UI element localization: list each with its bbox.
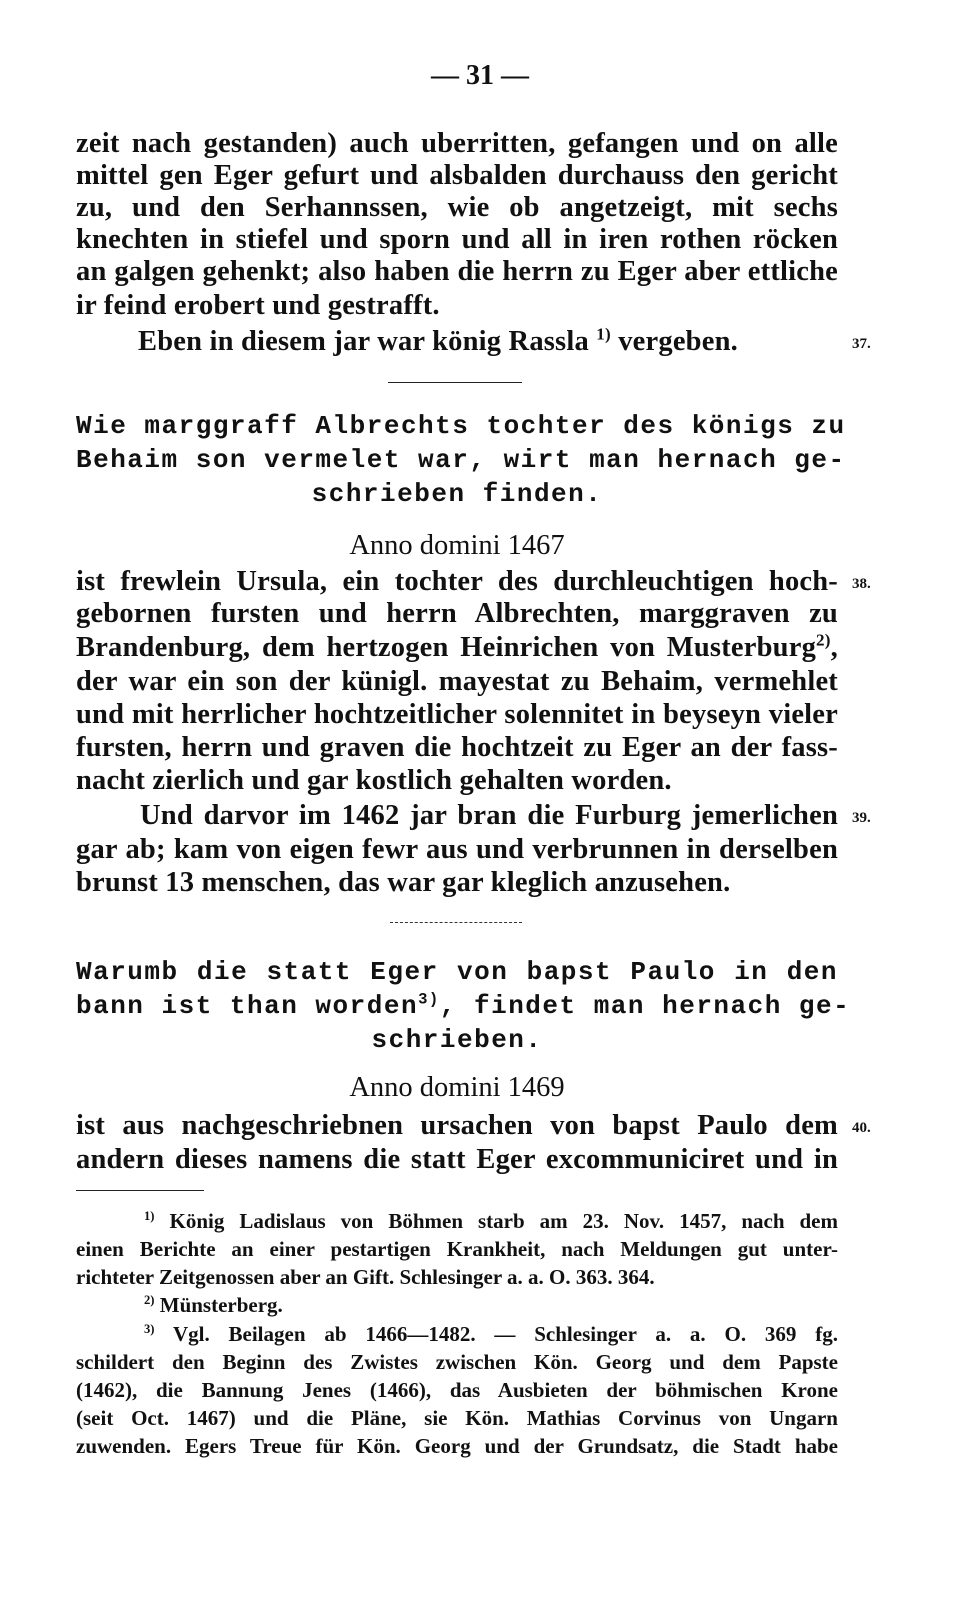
footnote-ref: 3) bbox=[418, 990, 440, 1009]
text-line: gebornen fursten und herrn Albrechten, marggraven zu bbox=[76, 598, 838, 629]
section-heading-line: Warumb die statt Eger von bapst Paulo in den bbox=[76, 957, 838, 987]
text-line: an galgen gehenkt; also haben die herrn zu Eger aber ettliche bbox=[76, 256, 838, 287]
section-divider bbox=[388, 382, 522, 383]
text-line: und mit herrlicher hochtzeitlicher solennitet in beyseyn vieler bbox=[76, 699, 838, 730]
text-segment: König Ladislaus von Böhmen starb am 23. Nov. 1457, nach dem bbox=[154, 1209, 838, 1233]
text-line: fursten, herrn und graven die hochtzeit zu Eger an der fass- bbox=[76, 732, 838, 763]
text-segment: Eben in diesem jar war könig Rassla bbox=[138, 326, 589, 357]
text-line: ist frewlein Ursula, ein tochter des durchleuchtigen hoch- bbox=[76, 566, 838, 597]
text-segment: vergeben. bbox=[618, 326, 738, 357]
text-line: zu, und den Serhannssen, wie ob angetzeigt, mit sechs bbox=[76, 192, 838, 223]
footnote-line: (1462), die Bannung Jenes (1466), das Ausbieten der böhmischen Krone bbox=[76, 1378, 838, 1402]
footnote-line: (seit Oct. 1467) und die Pläne, sie Kön. Mathias Corvinus von Ungarn bbox=[76, 1406, 838, 1430]
text-line: andern dieses namens die statt Eger excommuniciret und in bbox=[76, 1144, 838, 1175]
text-line: gar ab; kam von eigen fewr aus und verbrunnen in derselben bbox=[76, 834, 838, 865]
section-heading-line: Wie marggraff Albrechts tochter des königs zu bbox=[76, 411, 846, 441]
text-segment: , bbox=[830, 632, 838, 663]
section-heading-line bbox=[76, 990, 851, 1022]
text-segment: Münsterberg. bbox=[154, 1293, 283, 1317]
footnote-line: richteter Zeitgenossen aber an Gift. Schlesinger a. a. O. 363. 364. bbox=[76, 1265, 655, 1289]
anno-heading: Anno domini 1467 bbox=[349, 530, 565, 561]
margin-number: 38. bbox=[852, 576, 871, 592]
text-line: nacht zierlich und gar kostlich gehalten worden. bbox=[76, 765, 672, 796]
page-number: — 31 — bbox=[431, 60, 529, 91]
footnote-divider bbox=[76, 1190, 204, 1191]
footnote-line bbox=[144, 1207, 838, 1235]
section-heading-line: schrieben finden. bbox=[311, 479, 603, 509]
text-segment: Brandenburg, dem hertzogen Heinrichen von Musterburg bbox=[76, 632, 817, 663]
text-line: zeit nach gestanden) auch uberritten, gefangen und on alle bbox=[76, 128, 838, 159]
footnote-line bbox=[144, 1291, 838, 1319]
text-line: der war ein son der künigl. mayestat zu Behaim, vermehlet bbox=[76, 666, 838, 697]
text-line: Und darvor im 1462 jar bran die Furburg jemerlichen bbox=[140, 800, 838, 831]
section-heading-line: Behaim son vermelet war, wirt man hernach ge- bbox=[76, 445, 846, 475]
footnote-line: schildert den Beginn des Zwistes zwischen Kön. Georg und dem Papste bbox=[76, 1350, 838, 1374]
footnote-ref: 2) bbox=[816, 630, 831, 650]
text-line: brunst 13 menschen, das war gar kleglich anzusehen. bbox=[76, 867, 731, 898]
footnote-marker: 1) bbox=[144, 1209, 155, 1223]
section-heading-line: schrieben. bbox=[371, 1025, 543, 1055]
text-line: knechten in stiefel und sporn und all in iren rothen röcken bbox=[76, 224, 838, 255]
text-line: ist aus nachgeschriebnen ursachen von bapst Paulo dem bbox=[76, 1110, 838, 1141]
anno-heading: Anno domini 1469 bbox=[349, 1072, 565, 1103]
text-line bbox=[138, 326, 838, 358]
margin-number: 39. bbox=[852, 810, 871, 826]
text-line: ir feind erobert und gestrafft. bbox=[76, 290, 440, 321]
footnote-ref: 1) bbox=[596, 324, 611, 344]
footnote-marker: 2) bbox=[144, 1293, 155, 1307]
margin-number: 37. bbox=[852, 336, 871, 352]
footnote-line: einen Berichte an einer pestartigen Krankheit, nach Meldungen gut unter- bbox=[76, 1237, 838, 1261]
footnote-line bbox=[144, 1320, 838, 1348]
margin-number: 40. bbox=[852, 1120, 871, 1136]
footnote-line: zuwenden. Egers Treue für Kön. Georg und der Grundsatz, die Stadt habe bbox=[76, 1434, 838, 1458]
section-divider bbox=[390, 922, 522, 923]
footnote-marker: 3) bbox=[144, 1322, 155, 1336]
text-line: mittel gen Eger gefurt und alsbalden durchauss den gericht bbox=[76, 160, 838, 191]
text-segment: bann ist than worden bbox=[76, 991, 419, 1021]
text-segment: , findet man hernach ge- bbox=[439, 991, 851, 1021]
text-line bbox=[76, 632, 838, 664]
text-segment: Vgl. Beilagen ab 1466—1482. — Schlesinger a. a. O. 369 fg. bbox=[154, 1322, 838, 1346]
